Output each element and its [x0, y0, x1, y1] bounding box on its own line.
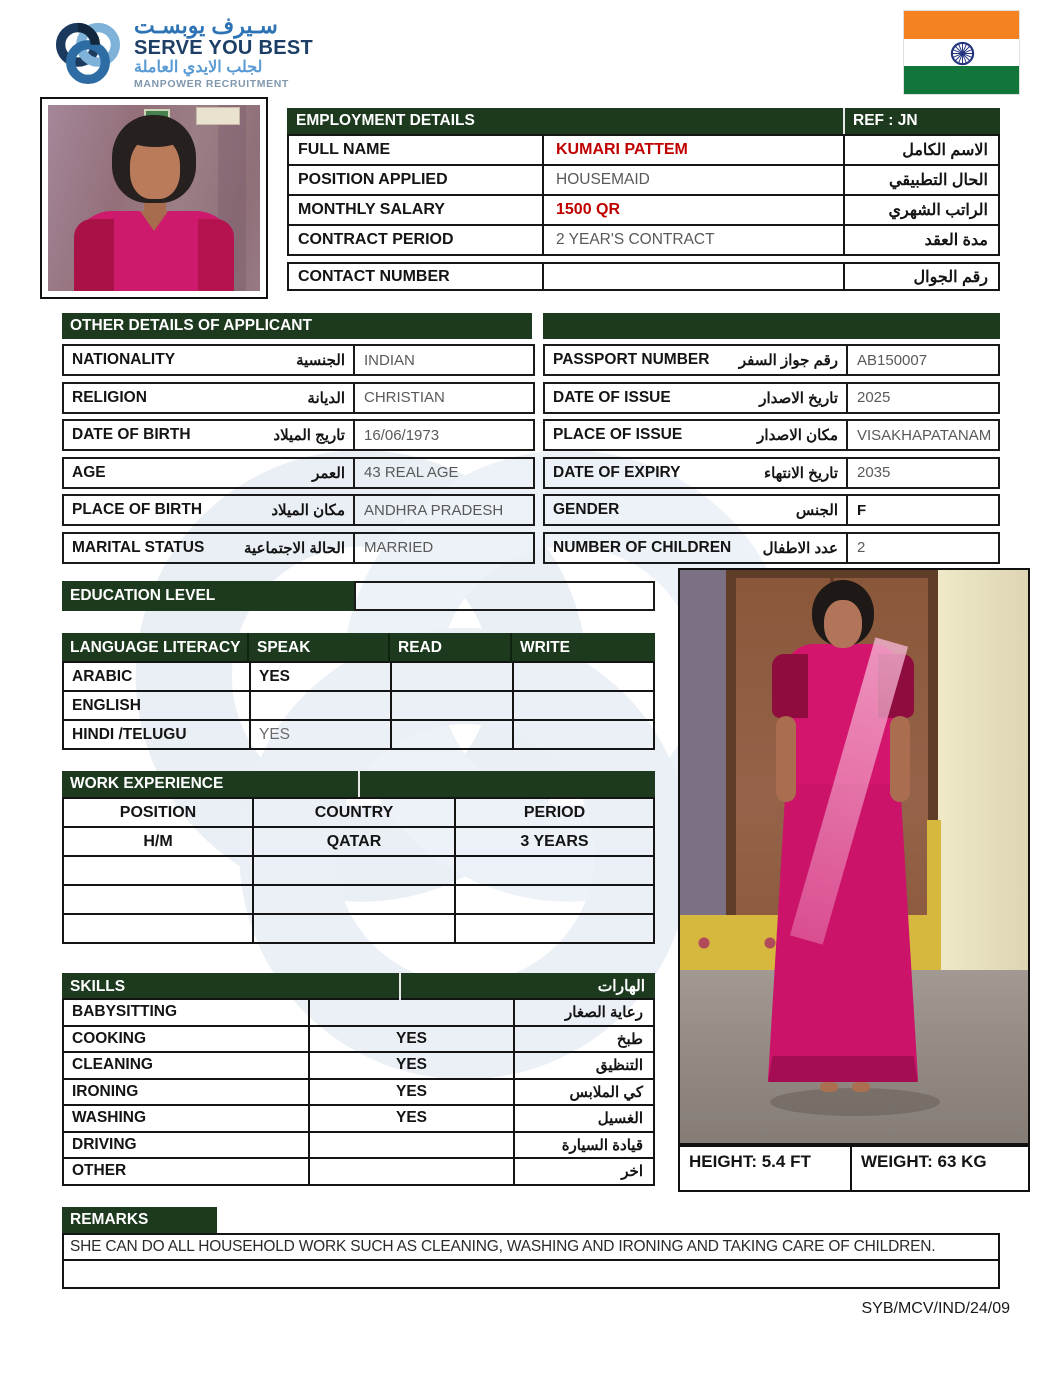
age-value: 43 REAL AGE — [353, 459, 533, 487]
full-name-value: KUMARI PATTEM — [542, 136, 845, 164]
skills-title-arabic: الهارات — [597, 978, 645, 995]
contract-period-label: CONTRACT PERIOD — [298, 231, 454, 248]
washing-label: WASHING — [72, 1109, 147, 1127]
agency-logo — [52, 12, 313, 92]
table-row — [543, 382, 1000, 414]
nationality-label: NATIONALITY — [72, 351, 176, 368]
table-row — [62, 457, 535, 489]
logo-knot-icon — [52, 12, 124, 92]
contact-number-label: CONTACT NUMBER — [298, 267, 450, 285]
height-weight-panel — [678, 1145, 1030, 1192]
monthly-salary-value: 1500 QR — [542, 196, 845, 224]
marital-status-label: MARITAL STATUS — [72, 538, 205, 556]
position-col: POSITION — [119, 803, 197, 821]
employment-details-title: EMPLOYMENT DETAILS — [296, 112, 475, 129]
arabic-language-label: ARABIC — [72, 667, 133, 685]
arabic-write-value — [512, 663, 653, 690]
experience-position-value — [64, 857, 252, 884]
table-row — [62, 913, 655, 944]
speak-col: SPEAK — [247, 633, 388, 663]
table-row — [62, 826, 655, 857]
contact-number-row — [287, 262, 1000, 291]
table-row — [287, 134, 1000, 166]
cooking-label: COOKING — [72, 1029, 147, 1047]
table-row — [62, 998, 655, 1027]
babysitting-value — [308, 1000, 515, 1025]
weight-value: WEIGHT: 63 KG — [850, 1145, 1030, 1192]
table-row — [62, 855, 655, 886]
table-row — [62, 532, 535, 564]
experience-period-value — [454, 886, 653, 913]
position-applied-value: HOUSEMAID — [542, 166, 845, 194]
other-details-title: OTHER DETAILS OF APPLICANT — [62, 313, 532, 339]
skills-title: SKILLS — [62, 973, 401, 1000]
remarks-empty-row — [62, 1259, 1000, 1289]
photo-arm-left — [776, 716, 796, 802]
table-row — [287, 194, 1000, 226]
number-of-children-arabic: عدد الاطفال — [762, 539, 838, 557]
english-read-value — [390, 692, 512, 719]
photo-foot-right — [852, 1082, 870, 1092]
country-col: COUNTRY — [252, 799, 454, 826]
contact-number-value — [542, 264, 845, 289]
experience-country-value — [252, 915, 454, 942]
other-skill-arabic: اخر — [621, 1163, 643, 1181]
table-row — [543, 457, 1000, 489]
cleaning-label: CLEANING — [72, 1056, 153, 1074]
ironing-arabic: كي الملابس — [569, 1083, 643, 1101]
nationality-value: INDIAN — [353, 346, 533, 374]
flag-green-stripe — [904, 66, 1019, 94]
experience-position-value: H/M — [143, 832, 173, 850]
table-row — [543, 419, 1000, 451]
driving-value — [308, 1133, 515, 1158]
logo-subtitle: MANPOWER RECRUITMENT — [134, 77, 289, 90]
table-row — [62, 344, 535, 376]
education-level-label: EDUCATION LEVEL — [62, 581, 354, 611]
write-col: WRITE — [510, 633, 655, 663]
document-ref-code: SYB/MCV/IND/24/09 — [861, 1300, 1010, 1317]
position-applied-arabic: الحال التطبيقي — [889, 172, 988, 189]
table-row — [62, 661, 655, 692]
table-row — [543, 344, 1000, 376]
english-language-label: ENGLISH — [72, 696, 141, 714]
other-skill-value — [308, 1159, 515, 1184]
education-level-value — [354, 581, 655, 611]
logo-arabic-title: سـيرف يوبسـت — [134, 13, 278, 38]
cooking-value: YES — [308, 1027, 515, 1052]
place-of-issue-label: PLACE OF ISSUE — [553, 426, 683, 443]
employment-details-header — [287, 108, 1000, 134]
other-details-header-right — [543, 313, 1000, 339]
height-value: HEIGHT: 5.4 FT — [678, 1145, 852, 1192]
skills-table — [62, 973, 655, 1186]
logo-title: SERVE YOU BEST — [134, 36, 314, 59]
age-label: AGE — [72, 463, 106, 481]
ashoka-chakra-icon — [949, 40, 976, 67]
contract-period-arabic: مدة العقد — [924, 232, 988, 249]
remarks-text: SHE CAN DO ALL HOUSEHOLD WORK SUCH AS CLEANING, WASHING AND IRONING AND TAKING CARE OF CHILDREN. — [62, 1233, 1000, 1261]
hindi-telugu-write-value — [512, 721, 653, 748]
photo-foot-left — [820, 1082, 838, 1092]
cleaning-value: YES — [308, 1053, 515, 1078]
place-of-birth-arabic: مكان الميلاد — [271, 502, 345, 519]
work-experience-header — [62, 771, 655, 797]
place-of-issue-arabic: مكان الاصدار — [757, 427, 838, 444]
experience-period-value: 3 YEARS — [454, 828, 653, 855]
place-of-birth-label: PLACE OF BIRTH — [72, 501, 203, 518]
table-row — [62, 1051, 655, 1080]
experience-position-value — [64, 886, 252, 913]
headshot-photo-canvas — [48, 105, 260, 291]
table-row — [62, 419, 535, 451]
date-of-issue-arabic: تاريخ الاصدار — [759, 389, 838, 407]
ironing-label: IRONING — [72, 1082, 139, 1100]
table-row — [62, 719, 655, 750]
place-of-birth-value: ANDHRA PRADESH — [353, 496, 533, 524]
english-speak-value — [249, 692, 390, 719]
washing-arabic: الغسيل — [597, 1110, 643, 1128]
experience-position-value — [64, 915, 252, 942]
nationality-arabic: الجنسية — [296, 352, 345, 369]
gender-label: GENDER — [553, 501, 620, 518]
table-row — [62, 494, 535, 526]
photo-sleeve-left — [772, 654, 808, 718]
table-row — [287, 164, 1000, 196]
full-name-label: FULL NAME — [298, 141, 391, 158]
photo-sari-sleeve-left — [74, 219, 114, 291]
table-row — [62, 884, 655, 915]
flag-saffron-stripe — [904, 11, 1019, 39]
number-of-children-value: 2 — [846, 534, 998, 562]
marital-status-arabic: الحالة الاجتماعية — [243, 539, 345, 557]
logo-arabic-subtitle: لجلب الايدي العاملة — [134, 59, 263, 77]
date-of-expiry-label: DATE OF EXPIRY — [553, 463, 681, 481]
applicant-headshot-photo — [40, 97, 268, 299]
driving-arabic: قيادة السيارة — [561, 1136, 643, 1154]
experience-country-value: QATAR — [252, 828, 454, 855]
table-row — [62, 382, 535, 414]
passport-number-label: PASSPORT NUMBER — [553, 351, 710, 368]
table-row — [62, 1157, 655, 1186]
full-name-arabic: الاسم الكامل — [902, 142, 988, 159]
photo-cream-poster — [196, 107, 240, 125]
english-write-value — [512, 692, 653, 719]
table-row — [543, 494, 1000, 526]
photo-sari-sleeve-right — [198, 219, 234, 291]
date-of-expiry-value: 2035 — [846, 459, 998, 487]
table-row — [62, 1104, 655, 1133]
table-row — [62, 1131, 655, 1160]
passport-number-arabic: رقم جواز السفر — [738, 352, 838, 369]
other-details-right-table — [543, 344, 1000, 569]
hindi-telugu-speak-value: YES — [249, 721, 390, 748]
experience-country-value — [252, 857, 454, 884]
table-row — [543, 532, 1000, 564]
monthly-salary-label: MONTHLY SALARY — [298, 201, 445, 218]
language-literacy-header — [62, 633, 655, 663]
skills-header — [62, 973, 655, 1000]
position-applied-label: POSITION APPLIED — [298, 171, 448, 188]
table-row — [62, 690, 655, 721]
number-of-children-label: NUMBER OF CHILDREN — [553, 538, 732, 556]
ref-number: REF : JN — [843, 108, 1000, 134]
babysitting-label: BABYSITTING — [72, 1003, 178, 1021]
gender-arabic: الجنس — [795, 502, 838, 519]
india-flag — [903, 10, 1020, 95]
contact-number-arabic: رقم الجوال — [913, 268, 988, 286]
place-of-issue-value: VISAKHAPATANAM — [846, 421, 998, 449]
photo-sari-hem — [768, 1056, 918, 1082]
table-row — [287, 224, 1000, 256]
date-of-issue-value: 2025 — [846, 384, 998, 412]
date-of-birth-label: DATE OF BIRTH — [72, 426, 191, 443]
date-of-issue-label: DATE OF ISSUE — [553, 388, 671, 406]
work-experience-title: WORK EXPERIENCE — [62, 771, 360, 797]
washing-value: YES — [308, 1106, 515, 1131]
monthly-salary-arabic: الراتب الشهري — [888, 202, 988, 219]
other-details-header — [62, 313, 1000, 339]
experience-country-value — [252, 886, 454, 913]
other-skill-label: OTHER — [72, 1162, 127, 1180]
photo-arm-right — [890, 716, 910, 802]
education-level-section — [62, 581, 655, 611]
photo-hairline — [128, 129, 182, 147]
religion-arabic: الديانة — [307, 389, 345, 407]
contract-period-value: 2 YEAR'S CONTRACT — [542, 226, 845, 254]
table-row — [62, 1025, 655, 1054]
ironing-value: YES — [308, 1080, 515, 1105]
photo-shadow — [770, 1088, 940, 1116]
language-literacy-table — [62, 633, 655, 750]
period-col: PERIOD — [454, 799, 653, 826]
remarks-header: REMARKS — [62, 1207, 217, 1233]
experience-period-value — [454, 915, 653, 942]
hindi-telugu-language-label: HINDI /TELUGU — [72, 725, 187, 743]
language-literacy-col: LANGUAGE LITERACY — [70, 639, 241, 656]
passport-number-value: AB150007 — [846, 346, 998, 374]
date-of-expiry-arabic: تاريخ الانتهاء — [764, 464, 838, 482]
cleaning-arabic: التنظيق — [595, 1057, 643, 1075]
work-experience-columns — [62, 797, 655, 828]
read-col: READ — [388, 633, 510, 663]
date-of-birth-value: 16/06/1973 — [353, 421, 533, 449]
arabic-read-value — [390, 663, 512, 690]
applicant-fullbody-photo — [678, 568, 1030, 1145]
other-details-left-table — [62, 344, 535, 569]
marital-status-value: MARRIED — [353, 534, 533, 562]
employment-details-table — [287, 108, 1000, 291]
experience-period-value — [454, 857, 653, 884]
gender-value: F — [846, 496, 998, 524]
religion-label: RELIGION — [72, 388, 147, 406]
babysitting-arabic: رعاية الصغار — [565, 1004, 643, 1022]
date-of-birth-arabic: تاريج الميلاد — [273, 427, 345, 444]
table-row — [62, 1078, 655, 1107]
age-arabic: العمر — [312, 464, 345, 482]
cooking-arabic: طبخ — [616, 1030, 643, 1048]
work-experience-table — [62, 771, 655, 944]
religion-value: CHRISTIAN — [353, 384, 533, 412]
hindi-telugu-read-value — [390, 721, 512, 748]
photo-face — [824, 600, 862, 648]
arabic-speak-value: YES — [249, 663, 390, 690]
driving-label: DRIVING — [72, 1135, 137, 1153]
